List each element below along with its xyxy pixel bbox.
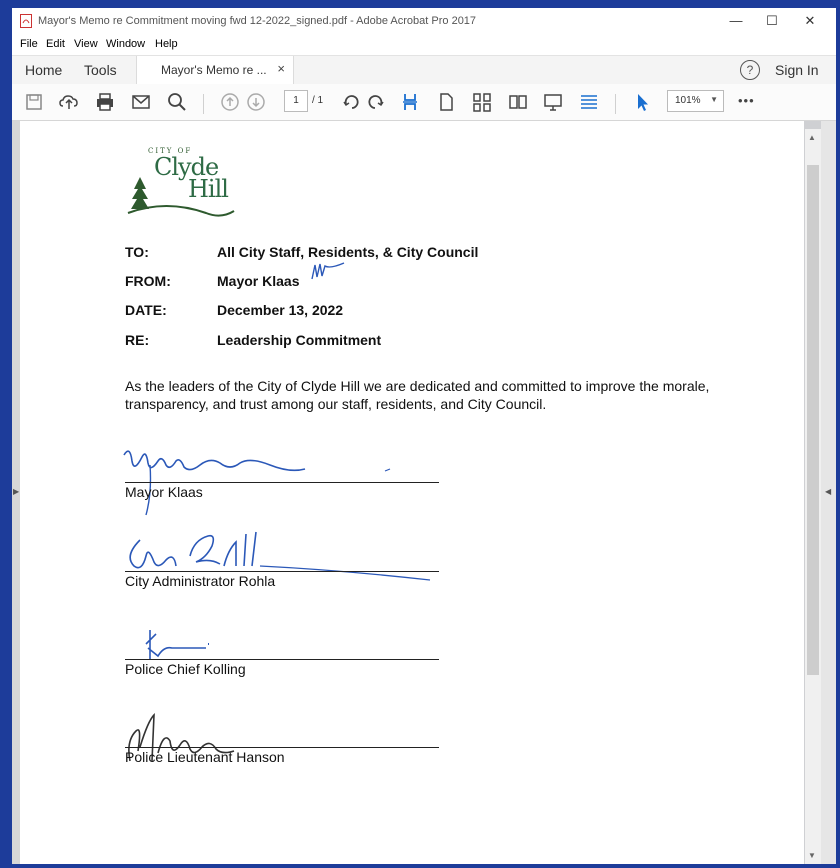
reading-mode-icon[interactable] — [577, 90, 601, 114]
scrollbar-thumb[interactable] — [807, 165, 819, 675]
rotate-ccw-icon[interactable] — [363, 90, 387, 114]
signature-line — [125, 747, 439, 748]
tab-home[interactable]: Home — [25, 62, 63, 78]
toolbar — [12, 84, 836, 121]
zoom-value: 101% — [675, 95, 701, 106]
expand-right-icon: ▶ — [13, 487, 20, 496]
two-page-icon[interactable] — [506, 90, 530, 114]
email-icon[interactable] — [129, 90, 153, 114]
select-cursor-icon[interactable] — [630, 90, 654, 114]
logo-clyde: Clyde — [154, 153, 219, 181]
acrobat-window — [12, 8, 836, 864]
page-number-input[interactable]: 1 — [284, 90, 308, 112]
upload-icon[interactable] — [57, 90, 81, 114]
document-tab-label: Mayor's Memo re ... — [161, 63, 267, 77]
close-window-button[interactable]: ✕ — [804, 13, 816, 28]
from-value: Mayor Klaas — [217, 273, 300, 289]
menu-window[interactable]: Window — [106, 38, 146, 50]
initials-signature — [310, 261, 350, 283]
scroll-down-icon[interactable]: ▼ — [808, 851, 816, 860]
title-bar — [12, 8, 836, 35]
date-label: DATE: — [125, 302, 167, 318]
toolbar-divider — [615, 94, 616, 114]
expand-left-icon: ◀ — [825, 487, 832, 496]
from-label: FROM: — [125, 273, 171, 289]
more-tools-button[interactable]: ••• — [738, 93, 755, 108]
presentation-icon[interactable] — [541, 90, 565, 114]
logo-hill: Hill — [188, 175, 228, 203]
menu-edit[interactable]: Edit — [46, 38, 65, 50]
document-area — [12, 121, 836, 864]
signer-mayor: Mayor Klaas — [125, 484, 203, 500]
to-label: TO: — [125, 244, 149, 260]
prev-page-icon[interactable] — [218, 90, 242, 114]
police-chief-signature — [142, 626, 222, 662]
mayor-signature — [120, 443, 420, 523]
save-icon[interactable] — [22, 90, 46, 114]
menu-view[interactable]: View — [74, 38, 98, 50]
maximize-button[interactable]: ☐ — [766, 13, 778, 28]
pdf-file-icon — [20, 14, 32, 28]
signature-line — [125, 659, 439, 660]
signer-police-chief: Police Chief Kolling — [125, 661, 246, 677]
minimize-button[interactable]: — — [729, 13, 743, 28]
window-title: Mayor's Memo re Commitment moving fwd 12-2022_signed.pdf - Adobe Acrobat Pro 2017 — [38, 15, 477, 27]
next-page-icon[interactable] — [244, 90, 268, 114]
help-button[interactable]: ? — [740, 60, 760, 80]
print-icon[interactable] — [93, 90, 117, 114]
re-value: Leadership Commitment — [217, 332, 382, 348]
toolbar-divider — [203, 94, 204, 114]
menu-help[interactable]: Help — [155, 38, 178, 50]
page-total: / 1 — [312, 95, 324, 106]
to-value: All City Staff, Residents, & City Council — [217, 244, 479, 260]
logo-city-of: CITY OF — [148, 147, 193, 155]
city-logo — [126, 139, 236, 217]
search-icon[interactable] — [165, 90, 189, 114]
menu-file[interactable]: File — [20, 38, 38, 50]
scroll-icon[interactable] — [470, 90, 494, 114]
scroll-up-icon[interactable]: ▲ — [808, 133, 816, 142]
memo-body: As the leaders of the City of Clyde Hill we are dedicated and committed to improve the morale, transparency, and trust among our staff, residents, and City Council. — [125, 378, 710, 412]
menu-bar — [12, 35, 836, 55]
date-value: December 13, 2022 — [217, 302, 344, 318]
chevron-down-icon: ▼ — [710, 95, 718, 104]
left-pane-toggle[interactable] — [12, 121, 20, 864]
vertical-scrollbar[interactable] — [805, 129, 821, 864]
signer-lieutenant: Police Lieutenant Hanson — [125, 749, 285, 765]
right-pane-toggle[interactable] — [821, 121, 836, 864]
signer-administrator: City Administrator Rohla — [125, 573, 276, 589]
zoom-select[interactable] — [667, 90, 724, 112]
tab-bar — [12, 55, 836, 85]
fit-width-icon[interactable] — [398, 90, 422, 114]
pdf-page — [20, 121, 804, 864]
tab-document[interactable] — [136, 56, 294, 84]
signature-line — [125, 482, 439, 483]
close-tab-button[interactable]: × — [277, 61, 285, 76]
signature-line — [125, 571, 439, 572]
re-label: RE: — [125, 332, 150, 348]
page-icon[interactable] — [434, 90, 458, 114]
tab-tools[interactable]: Tools — [84, 62, 117, 78]
rotate-icon[interactable] — [340, 90, 364, 114]
sign-in-link[interactable]: Sign In — [775, 62, 819, 78]
